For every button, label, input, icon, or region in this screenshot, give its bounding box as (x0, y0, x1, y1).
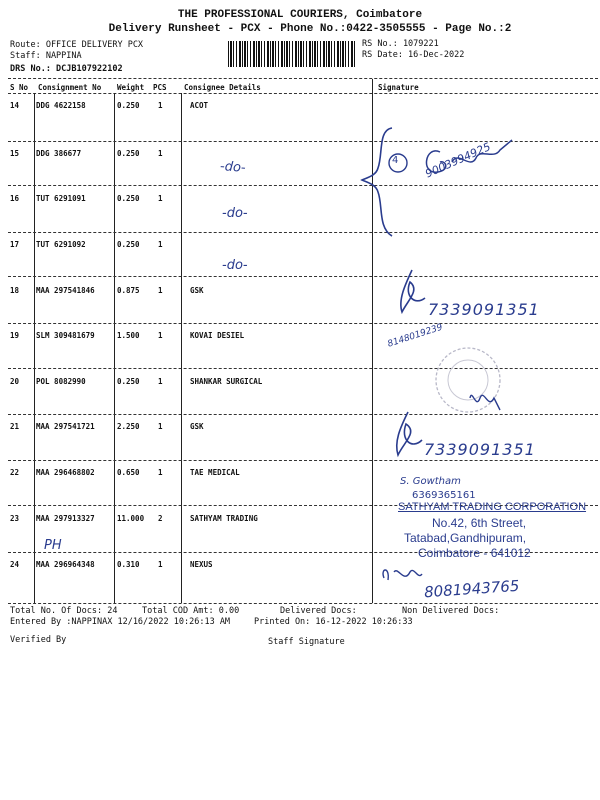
ditto-mark: -do- (222, 258, 248, 273)
row-weight: 0.250 (117, 149, 140, 158)
staff-label: Staff: NAPPINA (10, 51, 82, 61)
row-consignment: MAA 296964348 (36, 560, 95, 569)
row-pcs: 1 (158, 468, 163, 477)
circled-number: 4 (392, 155, 399, 166)
handwritten-phone: 7339091351 (428, 300, 540, 319)
drs-number: DRS No.: DCJB107922102 (10, 64, 123, 74)
row-consignment: MAA 296468802 (36, 468, 95, 477)
row-consignee: NEXUS (190, 560, 213, 569)
staff-signature-label: Staff Signature (268, 637, 345, 647)
verified-by: Verified By (10, 635, 67, 645)
handwritten-phone: 6369365161 (412, 490, 476, 501)
row-consignee: SHANKAR SURGICAL (190, 377, 263, 386)
total-docs: Total No. Of Docs: 24 (10, 606, 118, 616)
stamp-line: SATHYAM TRADING CORPORATION (398, 501, 587, 513)
row-pcs: 1 (158, 194, 163, 203)
ditto-mark: -do- (219, 159, 247, 176)
row-consignee: ACOT (190, 101, 209, 110)
row-sno: 19 (10, 331, 20, 340)
row-consignment: SLM 309481679 (36, 331, 95, 340)
signature-scribble (401, 270, 425, 312)
row-consignment: POL 8082990 (36, 377, 86, 386)
handwritten-mark: PH (44, 538, 62, 553)
row-weight: 0.875 (117, 286, 140, 295)
handwritten-name: S. Gowtham (400, 476, 461, 487)
row-consignment: TUT 6291091 (36, 194, 86, 203)
signature-scribble (383, 570, 422, 580)
seal-inner (448, 360, 488, 400)
row-pcs: 1 (158, 377, 163, 386)
row-consignee: GSK (190, 422, 204, 431)
handwritten-phone: 8148019239 (386, 322, 445, 350)
row-sno: 20 (10, 377, 20, 386)
signature-scribble (397, 412, 422, 455)
row-pcs: 1 (158, 101, 163, 110)
row-sno: 21 (10, 422, 20, 431)
row-pcs: 1 (158, 240, 163, 249)
row-sno: 24 (10, 560, 20, 569)
row-consignment: TUT 6291092 (36, 240, 86, 249)
handwritten-phone: 9003994925 (423, 140, 493, 181)
row-sno: 14 (10, 101, 20, 110)
non-delivered-docs: Non Delivered Docs: (402, 606, 500, 616)
col-consignment: Consignment No (38, 83, 102, 92)
row-consignment: DDG 386677 (36, 149, 82, 158)
col-pcs: PCS (153, 83, 167, 92)
row-weight: 0.250 (117, 240, 140, 249)
seal-mark (436, 348, 500, 412)
row-pcs: 1 (158, 149, 163, 158)
row-consignee: SATHYAM TRADING (190, 514, 258, 523)
row-consignee: KOVAI DESIEL (190, 331, 245, 340)
row-weight: 2.250 (117, 422, 140, 431)
brace-mark (362, 128, 392, 236)
row-sno: 22 (10, 468, 20, 477)
row-weight: 0.310 (117, 560, 140, 569)
row-weight: 1.500 (117, 331, 140, 340)
row-consignment: MAA 297541721 (36, 422, 95, 431)
row-sno: 15 (10, 149, 20, 158)
total-cod: Total COD Amt: 0.00 (142, 606, 240, 616)
rs-number: RS No.: 1079221 (362, 39, 439, 49)
delivered-docs: Delivered Docs: (280, 606, 357, 616)
ditto-mark: -do- (222, 206, 248, 221)
row-weight: 0.650 (117, 468, 140, 477)
col-signature: Signature (378, 83, 419, 92)
route-label: Route: OFFICE DELIVERY PCX (10, 40, 144, 50)
row-pcs: 1 (158, 560, 163, 569)
col-consignee: Consignee Details (184, 83, 261, 92)
stamp-line: No.42, 6th Street, (432, 516, 527, 530)
row-pcs: 1 (158, 286, 163, 295)
row-pcs: 1 (158, 422, 163, 431)
row-consignee: TAE MEDICAL (190, 468, 240, 477)
company-title: THE PROFESSIONAL COURIERS, Coimbatore (177, 9, 423, 21)
row-sno: 23 (10, 514, 20, 523)
row-consignment: MAA 297541846 (36, 286, 95, 295)
row-weight: 0.250 (117, 377, 140, 386)
handwritten-phone: 7339091351 (424, 440, 536, 459)
col-weight: Weight (117, 83, 145, 92)
handwritten-phone: 8081943765 (423, 576, 520, 602)
runsheet-subtitle: Delivery Runsheet - PCX - Phone No.:0422-3505555 - Page No.:2 (108, 23, 512, 35)
row-sno: 16 (10, 194, 20, 203)
stamp-line: Tatabad,Gandhipuram, (404, 531, 527, 545)
rs-date: RS Date: 16-Dec-2022 (362, 50, 465, 60)
row-sno: 17 (10, 240, 20, 249)
row-weight: 0.250 (117, 194, 140, 203)
row-pcs: 1 (158, 331, 163, 340)
row-consignment: MAA 297913327 (36, 514, 95, 523)
entered-by: Entered By :NAPPINAX 12/16/2022 10:26:13 AM (10, 617, 231, 627)
row-pcs: 2 (158, 514, 163, 523)
row-weight: 0.250 (117, 101, 140, 110)
row-consignment: DDG 4622158 (36, 101, 86, 110)
row-consignee: GSK (190, 286, 204, 295)
printed-on: Printed On: 16-12-2022 10:26:33 (254, 617, 413, 627)
row-sno: 18 (10, 286, 20, 295)
row-weight: 11.000 (117, 514, 145, 523)
col-sno: S No (10, 83, 29, 92)
stamp-line: Coimbatore - 641012 (418, 546, 531, 560)
